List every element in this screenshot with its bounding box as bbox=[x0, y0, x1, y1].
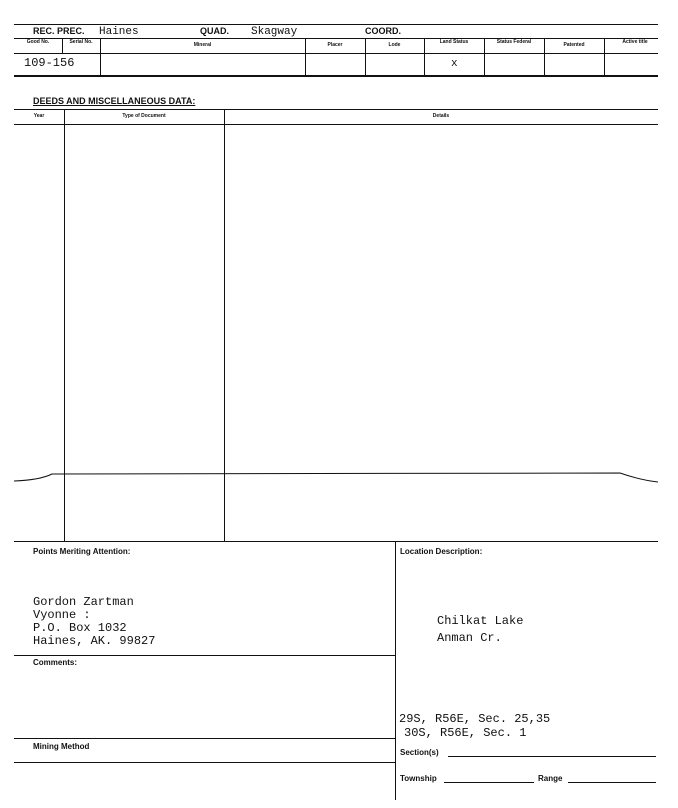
section-label: Section(s) bbox=[400, 748, 439, 757]
deeds-header-rule bbox=[14, 124, 658, 125]
location-line-1: Chilkat Lake bbox=[437, 614, 524, 628]
survey-line-2: 30S, R56E, Sec. 1 bbox=[404, 726, 527, 740]
col-active-title: Active title bbox=[622, 39, 648, 45]
col-placer: Placer bbox=[327, 42, 343, 48]
header-top-rule bbox=[14, 24, 658, 25]
points-contact bbox=[33, 596, 155, 648]
range-fill-line bbox=[568, 782, 656, 783]
table-header-rule bbox=[14, 53, 658, 54]
table-divider-8 bbox=[604, 38, 605, 75]
contact-name: Gordon Zartman bbox=[33, 595, 134, 609]
col-details: Details bbox=[432, 113, 450, 119]
hand-drawn-line bbox=[0, 464, 678, 494]
col-status-federal: Status Federal bbox=[496, 39, 532, 45]
rec-prec-value: Haines bbox=[99, 26, 139, 38]
survey-line-1: 29S, R56E, Sec. 25,35 bbox=[399, 712, 551, 726]
comments-rule bbox=[14, 655, 395, 656]
mining-method-label: Mining Method bbox=[33, 742, 90, 751]
deeds-top-rule bbox=[14, 109, 658, 110]
table-bottom-rule bbox=[14, 75, 658, 77]
contact-city: Haines, AK. 99827 bbox=[33, 634, 156, 648]
col-good-no: Good No. bbox=[26, 39, 50, 45]
land-status-mark: x bbox=[451, 58, 458, 70]
section-fill-line bbox=[448, 756, 656, 757]
township-label: Township bbox=[400, 774, 437, 783]
rec-prec-label: REC. PREC. bbox=[33, 26, 85, 36]
col-mineral: Mineral bbox=[193, 42, 212, 48]
lower-top-rule bbox=[14, 541, 658, 542]
table-divider-6 bbox=[484, 38, 485, 75]
contact-line-2: Vyonne : bbox=[33, 608, 91, 622]
col-type-of-document: Type of Document bbox=[122, 113, 166, 119]
range-label: Range bbox=[538, 774, 563, 783]
table-divider-5 bbox=[424, 38, 425, 75]
quad-label: QUAD. bbox=[200, 26, 229, 36]
table-divider-1 bbox=[62, 38, 63, 53]
coord-label: COORD. bbox=[365, 26, 401, 36]
location-line-2: Anman Cr. bbox=[437, 631, 502, 645]
mining-method-rule bbox=[14, 738, 395, 739]
location-label: Location Description: bbox=[400, 547, 483, 556]
col-patented: Patented bbox=[563, 42, 585, 48]
mining-method-bottom-rule bbox=[14, 762, 395, 763]
lower-center-divider bbox=[395, 541, 396, 800]
col-year: Year bbox=[33, 113, 45, 119]
comments-label: Comments: bbox=[33, 658, 78, 667]
col-lode: Lode bbox=[388, 42, 401, 48]
contact-po-box: P.O. Box 1032 bbox=[33, 621, 127, 635]
township-fill-line bbox=[444, 782, 534, 783]
record-number: 109-156 bbox=[24, 56, 75, 70]
points-label: Points Meriting Attention: bbox=[33, 547, 131, 556]
deeds-title: DEEDS AND MISCELLANEOUS DATA: bbox=[33, 96, 196, 106]
col-serial-no: Serial No. bbox=[69, 39, 93, 45]
col-land-status: Land Status bbox=[439, 39, 469, 45]
table-top-rule bbox=[14, 38, 658, 39]
quad-value: Skagway bbox=[251, 26, 298, 38]
